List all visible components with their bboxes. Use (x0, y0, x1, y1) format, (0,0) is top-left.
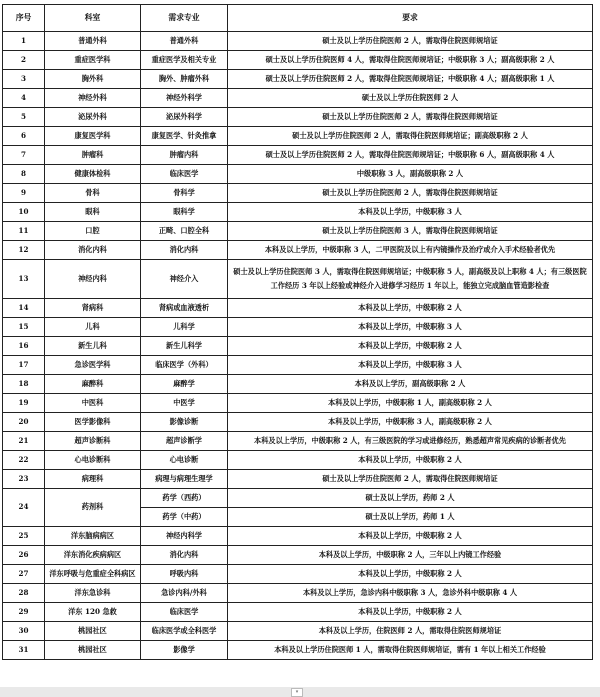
table-header-row (3, 5, 593, 32)
row-department: 眼科 (45, 203, 141, 222)
table-row (3, 584, 593, 603)
row-number: 23 (3, 470, 45, 489)
row-department: 洋东呼吸与危重症全科病区 (45, 565, 141, 584)
row-major: 新生儿科学 (141, 337, 228, 356)
table-row (3, 165, 593, 184)
row-major: 心电诊断 (141, 451, 228, 470)
row-number: 15 (3, 318, 45, 337)
table-row (3, 299, 593, 318)
header-dept: 科室 (45, 5, 141, 32)
row-department: 新生儿科 (45, 337, 141, 356)
row-requirement: 硕士及以上学历住院医师 2 人，需取得住院医师规培证 (228, 32, 593, 51)
row-department: 康复医学科 (45, 127, 141, 146)
table-row (3, 356, 593, 375)
row-major: 药学（中药） (141, 508, 228, 527)
row-department: 心电诊断科 (45, 451, 141, 470)
row-number: 12 (3, 241, 45, 260)
row-department: 药剂科 (45, 489, 141, 527)
table-row (3, 394, 593, 413)
table-row (3, 127, 593, 146)
row-major: 临床医学或全科医学 (141, 622, 228, 641)
page-scrollbar[interactable] (0, 687, 600, 697)
table-row (3, 375, 593, 394)
row-major: 呼吸内科 (141, 565, 228, 584)
row-requirement: 硕士及以上学历，药师 2 人 (228, 489, 593, 508)
row-requirement: 本科及以上学历，中级职称 2 人 (228, 565, 593, 584)
row-requirement: 本科及以上学历，中级职称 2 人，三年以上内镜工作经验 (228, 546, 593, 565)
table-row (3, 565, 593, 584)
row-requirement: 硕士及以上学历住院医师 2 人 (228, 89, 593, 108)
row-department: 洋东急诊科 (45, 584, 141, 603)
row-number: 22 (3, 451, 45, 470)
row-number: 6 (3, 127, 45, 146)
row-major: 肿瘤内科 (141, 146, 228, 165)
recruitment-table (2, 4, 593, 660)
row-requirement: 硕士及以上学历住院医师 2 人，需取得住院医师规培证；副高级职称 2 人 (228, 127, 593, 146)
row-major: 超声诊断学 (141, 432, 228, 451)
row-number: 3 (3, 70, 45, 89)
table-row (3, 546, 593, 565)
row-major: 麻醉学 (141, 375, 228, 394)
header-no: 序号 (3, 5, 45, 32)
table-row (3, 318, 593, 337)
row-requirement: 本科及以上学历，急诊内科中级职称 3 人，急诊外科中级职称 4 人 (228, 584, 593, 603)
row-major: 神经内科学 (141, 527, 228, 546)
table-row (3, 51, 593, 70)
row-department: 重症医学科 (45, 51, 141, 70)
row-major: 正畸、口腔全科 (141, 222, 228, 241)
row-requirement: 本科及以上学历住院医师 1 人，需取得住院医师规培证，需有 1 年以上相关工作经验 (228, 641, 593, 660)
row-department: 普通外科 (45, 32, 141, 51)
row-requirement: 硕士及以上学历住院医师 3 人，需取得住院医师规培证；中级职称 5 人，副高级及以上职称 4 人；有三级医院工作经历 3 年以上经验或神经介入进修学习经历 1 年以上，能独立完成脑血管造影检查 (228, 260, 593, 299)
row-number: 18 (3, 375, 45, 394)
row-number: 26 (3, 546, 45, 565)
row-requirement: 本科及以上学历，中级职称 3 人，副高级职称 2 人 (228, 413, 593, 432)
row-requirement: 硕士及以上学历住院医师 2 人，需取得住院医师规培证；中级职称 6 人，副高级职称 4 人 (228, 146, 593, 165)
row-major: 眼科学 (141, 203, 228, 222)
table-row (3, 622, 593, 641)
header-requirement: 要求 (228, 5, 593, 32)
row-requirement: 硕士及以上学历住院医师 4 人，需取得住院医师规培证；中级职称 3 人；副高级职称 2 人 (228, 51, 593, 70)
row-major: 病理与病理生理学 (141, 470, 228, 489)
table-row (3, 603, 593, 622)
table-row (3, 432, 593, 451)
row-requirement: 硕士及以上学历住院医师 3 人，需取得住院医师规培证 (228, 222, 593, 241)
row-requirement: 中级职称 3 人，副高级职称 2 人 (228, 165, 593, 184)
row-department: 肾病科 (45, 299, 141, 318)
row-major: 影像学 (141, 641, 228, 660)
row-major: 肾病或血液透析 (141, 299, 228, 318)
row-major: 临床医学（外科） (141, 356, 228, 375)
table-body (3, 32, 593, 660)
row-department: 洋东消化疾病病区 (45, 546, 141, 565)
row-number: 20 (3, 413, 45, 432)
row-number: 25 (3, 527, 45, 546)
row-major: 中医学 (141, 394, 228, 413)
table-row (3, 241, 593, 260)
row-department: 麻醉科 (45, 375, 141, 394)
table-row (3, 203, 593, 222)
row-major: 消化内科 (141, 241, 228, 260)
row-number: 27 (3, 565, 45, 584)
row-number: 9 (3, 184, 45, 203)
table-row (3, 146, 593, 165)
row-number: 21 (3, 432, 45, 451)
row-number: 4 (3, 89, 45, 108)
row-requirement: 硕士及以上学历住院医师 2 人，需取得住院医师规培证 (228, 184, 593, 203)
table-row (3, 184, 593, 203)
row-requirement: 本科及以上学历，中级职称 3 人，二甲医院及以上有内镜操作及治疗或介入手术经验者优先 (228, 241, 593, 260)
row-number: 5 (3, 108, 45, 127)
row-major: 影像诊断 (141, 413, 228, 432)
row-department: 肿瘤科 (45, 146, 141, 165)
row-department: 消化内科 (45, 241, 141, 260)
row-major: 消化内科 (141, 546, 228, 565)
table-row (3, 260, 593, 299)
row-requirement: 本科及以上学历，住院医师 2 人，需取得住院医师规培证 (228, 622, 593, 641)
row-requirement: 本科及以上学历，副高级职称 2 人 (228, 375, 593, 394)
row-number: 8 (3, 165, 45, 184)
row-requirement: 本科及以上学历，中级职称 2 人 (228, 603, 593, 622)
row-requirement: 本科及以上学历，中级职称 3 人 (228, 356, 593, 375)
row-requirement: 本科及以上学历，中级职称 1 人，副高级职称 2 人 (228, 394, 593, 413)
row-department: 神经外科 (45, 89, 141, 108)
row-number: 28 (3, 584, 45, 603)
row-department: 泌尿外科 (45, 108, 141, 127)
row-major: 儿科学 (141, 318, 228, 337)
row-number: 10 (3, 203, 45, 222)
row-major: 胸外、肿瘤外科 (141, 70, 228, 89)
row-major: 神经外科学 (141, 89, 228, 108)
row-department: 洋东脑病病区 (45, 527, 141, 546)
row-department: 超声诊断科 (45, 432, 141, 451)
row-major: 普通外科 (141, 32, 228, 51)
row-major: 康复医学、针灸推拿 (141, 127, 228, 146)
row-requirement: 本科及以上学历，中级职称 2 人，有三级医院的学习或进修经历，熟悉超声常见疾病的诊断者优先 (228, 432, 593, 451)
row-number: 11 (3, 222, 45, 241)
row-requirement: 本科及以上学历，中级职称 2 人 (228, 451, 593, 470)
row-department: 健康体检科 (45, 165, 141, 184)
row-requirement: 硕士及以上学历，药师 1 人 (228, 508, 593, 527)
row-department: 病理科 (45, 470, 141, 489)
row-requirement: 硕士及以上学历住院医师 2 人，需取得住院医师规培证 (228, 470, 593, 489)
row-number: 14 (3, 299, 45, 318)
row-number: 13 (3, 260, 45, 299)
header-major: 需求专业 (141, 5, 228, 32)
row-major: 重症医学及相关专业 (141, 51, 228, 70)
row-major: 临床医学 (141, 603, 228, 622)
row-requirement: 本科及以上学历，中级职称 3 人 (228, 203, 593, 222)
row-major: 神经介入 (141, 260, 228, 299)
table-row (3, 108, 593, 127)
row-number: 29 (3, 603, 45, 622)
row-department: 桃园社区 (45, 622, 141, 641)
row-department: 桃园社区 (45, 641, 141, 660)
row-department: 医学影像科 (45, 413, 141, 432)
table-row (3, 70, 593, 89)
row-department: 中医科 (45, 394, 141, 413)
row-number: 19 (3, 394, 45, 413)
table-row (3, 451, 593, 470)
table-row (3, 222, 593, 241)
table-row (3, 470, 593, 489)
row-major: 急诊内科/外科 (141, 584, 228, 603)
row-requirement: 硕士及以上学历住院医师 2 人，需取得住院医师规培证；中级职称 4 人；副高级职称 1 人 (228, 70, 593, 89)
row-number: 7 (3, 146, 45, 165)
row-number: 16 (3, 337, 45, 356)
row-requirement: 本科及以上学历，中级职称 2 人 (228, 337, 593, 356)
row-requirement: 硕士及以上学历住院医师 2 人，需取得住院医师规培证 (228, 108, 593, 127)
row-department: 神经内科 (45, 260, 141, 299)
row-requirement: 本科及以上学历，中级职称 2 人 (228, 299, 593, 318)
row-department: 急诊医学科 (45, 356, 141, 375)
row-major: 泌尿外科学 (141, 108, 228, 127)
row-major: 临床医学 (141, 165, 228, 184)
row-requirement: 本科及以上学历，中级职称 3 人 (228, 318, 593, 337)
table-row (3, 527, 593, 546)
row-department: 儿科 (45, 318, 141, 337)
row-major: 骨科学 (141, 184, 228, 203)
table-row (3, 641, 593, 660)
row-number: 17 (3, 356, 45, 375)
table-row (3, 89, 593, 108)
row-number: 24 (3, 489, 45, 527)
row-number: 31 (3, 641, 45, 660)
table-row (3, 337, 593, 356)
chevron-down-icon[interactable]: ▾ (291, 688, 303, 697)
row-requirement: 本科及以上学历，中级职称 2 人 (228, 527, 593, 546)
table-row (3, 489, 593, 508)
row-department: 口腔 (45, 222, 141, 241)
table-row (3, 32, 593, 51)
row-number: 1 (3, 32, 45, 51)
row-department: 洋东 120 急救 (45, 603, 141, 622)
row-department: 胸外科 (45, 70, 141, 89)
row-major: 药学（西药） (141, 489, 228, 508)
row-number: 2 (3, 51, 45, 70)
row-number: 30 (3, 622, 45, 641)
table-row (3, 413, 593, 432)
row-department: 骨科 (45, 184, 141, 203)
